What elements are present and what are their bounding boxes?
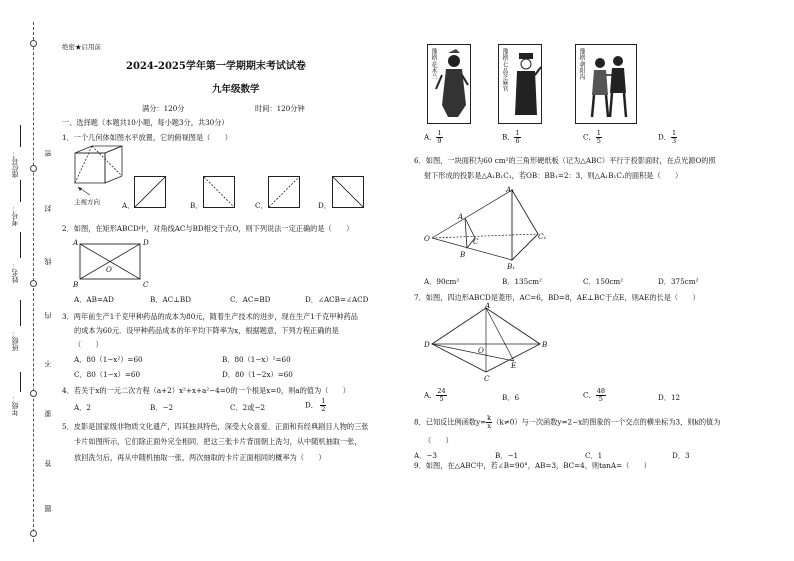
q1-option-b[interactable]: B． [190,201,203,210]
q1-option-d-figure [332,176,364,208]
q4-option-b[interactable]: B．−2 [150,403,174,412]
seat-number-field-label: 座位号： [11,150,19,178]
exam-number-field-line[interactable] [20,180,21,202]
binding-mark: 题 [44,505,52,512]
q6-option-a[interactable]: A．90cm² [424,277,460,286]
q4-option-d[interactable] [305,398,326,413]
q7-option-b[interactable]: B．6 [502,393,520,402]
full-score: 满分：120分 [142,104,185,113]
q2-option-d[interactable]: D．∠ACB=∠ACD [305,295,369,304]
question-3-line-3: （ ） [74,340,103,349]
q6-option-d[interactable]: D．375cm² [658,277,699,286]
q3-option-d[interactable]: D．80（1−2x）=60 [222,370,293,379]
q1-arrow-label: 主视方向 [74,198,100,206]
binding-mark: 不 [44,360,52,367]
question-9-stem: 9．如图，在△ABC中，若∠B=90°，AB=3，BC=4，则tanA=（ ） [414,461,651,470]
q5-option-d[interactable]: D． $\frac{1}{3}$ [658,129,677,145]
picture-card-caption: 豫剧·花木兰 [430,48,437,80]
q7-label-o: O [478,346,484,355]
binding-hole [30,165,37,172]
question-8-line-2: （ ） [424,436,453,445]
q7-option-d[interactable]: D．12 [658,393,681,402]
binding-mark: 要 [44,410,52,417]
name-field-line[interactable] [20,232,21,258]
q7-rhombus-figure [420,300,560,380]
q8-option-d[interactable]: D．3 [672,451,690,460]
binding-mark: 密 [44,150,52,157]
binding-hole [30,280,37,287]
q1-option-d[interactable]: D． [318,201,331,210]
q1-option-a[interactable]: A． [122,201,135,210]
q2-option-b[interactable]: B．AC⊥BD [150,295,191,304]
q2-label-o: O [106,265,112,274]
q6-option-b[interactable]: B．135cm² [502,277,542,286]
binding-mark: 封 [44,205,52,212]
binding-mark: 内 [44,312,52,319]
question-6-line-1: 6．如图，一块面积为60 cm²的三角形硬纸板（记为△ABC）平行于投影面时，在点光源O的照 [414,156,716,165]
q3-option-b[interactable]: B．80（1−x）²=60 [222,355,291,364]
chaoyanggou-figures [576,45,636,123]
q8-option-a[interactable]: A．−3 [414,451,437,460]
picture-card-chaoyanggou [575,44,637,124]
subject-title: 九年级数学 [212,84,260,95]
q2-label-d: D [143,238,149,247]
question-5-line-1: 5．皮影是国家级非物质文化遗产，四其独具特色，深受大众喜爱．正面和有经典剧目人物的三张 [62,422,369,431]
q2-rectangle-figure [70,236,150,288]
q2-label-a: A [73,238,79,247]
picture-card-sesame-official [498,44,542,124]
q6-label-o: O [424,234,430,243]
picture-card-mulan [427,44,471,124]
q2-option-c[interactable]: C．AC=BD [230,295,271,304]
class-field-label: 班级： [11,330,19,351]
binding-hole [30,40,37,47]
q3-option-a[interactable]: A．80（1−x²）=60 [74,355,143,364]
q4-option-d-fraction: $\frac{1}{2}$ [321,397,326,413]
picture-card-caption: 豫剧·朝阳沟 [578,48,585,80]
q7-label-e: E [511,361,517,370]
q7-label-a: A [485,301,491,310]
exam-number-field-label: 考号： [11,205,19,226]
question-7-stem: 7．如图，四边形ABCD是菱形，AC=6，BD=8，AE⊥BC于点E，则AE的长是（ ） [414,293,700,302]
q1-option-b-figure [203,176,235,208]
question-8-stem: 8．已知反比例函数y= $\frac{k}{x}$ （k≠0）与一次函数y=2−x的图象的一个交点的横坐标为3，则k的值为 [414,414,721,430]
question-1-stem: 1．一个几何体如图水平放置，它的俯视图是（ ） [62,133,232,142]
q7-option-a[interactable]: A． $\frac{24}{5}$ [424,387,446,403]
question-3-line-1: 3．两年前生产1千克甲种药品的成本为80元，随着生产技术的进步，现在生产1千克甲种药品 [62,312,358,321]
picture-card-caption: 豫剧·七品芝麻官 [501,48,508,92]
question-5-line-2: 卡片如图所示，它们除正面外完全相同．把这三张卡片背面朝上洗匀，从中随机抽取一张， [74,437,362,446]
question-5-line-3: 放回洗匀后，再从中随机抽取一张，两次抽取的卡片正面相同的概率为（ ） [74,453,326,462]
binding-hole [30,390,37,397]
class-field-line[interactable] [20,300,21,326]
q6-label-c: C [473,237,479,246]
q7-option-c[interactable]: C． $\frac{48}{5}$ [583,387,605,403]
question-3-line-2: 的成本为60元．设甲种药品成本的年平均下降率为x，根据题意，下列方程正确的是 [74,326,339,335]
binding-mark: 线 [44,258,52,265]
q7-label-b: B [542,340,548,349]
q6-label-c1: C₁ [538,232,547,241]
q7-label-c: C [484,374,490,383]
q2-option-a[interactable]: A．AB=AD [74,295,114,304]
question-4-stem: 4．若关于x的一元二次方程（a+2）x²+x+a²−4=0的一个根是x=0，则a的值为（ ） [62,386,350,395]
q6-option-c[interactable]: C．150cm² [583,277,624,286]
q1-option-c-figure [268,176,300,208]
q3-option-c[interactable]: C．80（1−x）=60 [74,370,141,379]
binding-mark: 答 [44,460,52,467]
q4-option-a[interactable]: A．2 [74,403,91,412]
secret-label: 绝密★启用前 [62,43,101,51]
q6-label-b1: B₁ [507,262,516,271]
q8-fraction: $\frac{k}{x}$ [487,414,492,430]
question-2-stem: 2．如图，在矩形ABCD中，对角线AC与BD相交于点O，则下列说法一定正确的是（ ） [62,224,354,233]
q7-label-d: D [424,340,430,349]
question-6-line-2: 射下形成的投影是△A₁B₁C₁，若OB：BB₁=2：3，则△A₁B₁C₁的面积是（ ） [424,171,683,180]
section-heading: 一、选择题（本题共10小题，每小题3分，共30分） [62,118,229,127]
seat-number-field-line[interactable] [20,125,21,147]
q5-option-a[interactable]: A． $\frac{1}{9}$ [424,129,442,145]
binding-hole [30,530,37,537]
q6-label-a1: A₁ [506,185,515,194]
q8-option-c[interactable]: C．1 [585,451,603,460]
exam-time: 时间：120分钟 [255,104,305,113]
name-field-label: 姓名： [11,262,19,283]
q2-label-b: B [73,280,79,289]
q8-option-b[interactable]: B．−1 [495,451,519,460]
q1-option-c[interactable]: C． [255,201,268,210]
q1-option-a-figure [134,176,166,208]
q4-option-d-prefix: D． [305,400,318,410]
grade-field-line[interactable] [20,372,21,392]
q6-label-a: A [458,212,464,221]
q5-option-b[interactable]: B． $\frac{1}{6}$ [502,129,520,145]
q2-label-c: C [143,280,149,289]
exam-title: 2024-2025学年第一学期期末考试试卷 [126,61,306,72]
q1-solid-figure [70,143,130,198]
q4-option-c[interactable]: C．2或−2 [230,403,266,412]
grade-field-label: 年级： [11,395,19,416]
q6-label-b: B [460,250,466,259]
q6-projection-figure [420,182,560,272]
q5-option-c[interactable]: C． $\frac{1}{5}$ [583,129,601,145]
